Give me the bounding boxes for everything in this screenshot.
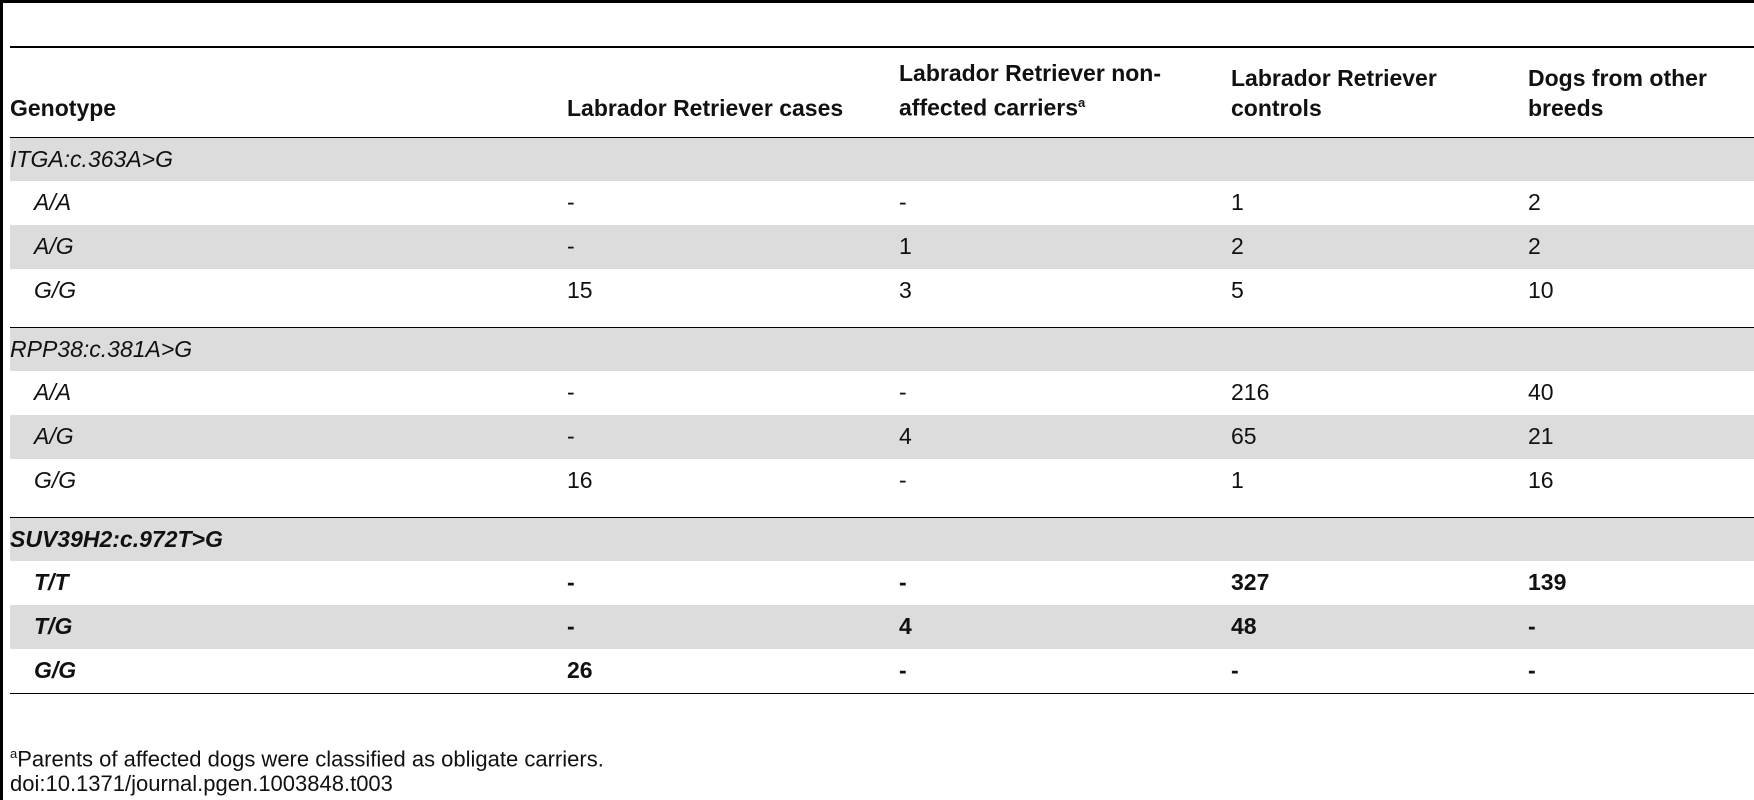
group-rpp38 <box>10 327 1754 517</box>
group-label: SUV39H2:c.972T>G <box>10 517 1754 561</box>
genotype-table-container <box>10 46 1754 694</box>
header-carriers-footnote-marker: a <box>1078 94 1086 110</box>
cell-cases: - <box>567 379 575 405</box>
cell-carriers: - <box>899 657 907 683</box>
cell-controls: 2 <box>1231 225 1528 269</box>
group-label: ITGA:c.363A>G <box>10 137 1754 181</box>
cell-cases: - <box>567 605 899 649</box>
table-row <box>10 561 1754 605</box>
group-suv39h2 <box>10 517 1754 693</box>
cell-other-breeds: 10 <box>1528 277 1554 303</box>
doi-reference: doi:10.1371/journal.pgen.1003848.t003 <box>10 771 393 796</box>
cell-carriers: 3 <box>899 277 912 303</box>
cell-controls: 216 <box>1231 379 1270 405</box>
cell-genotype: A/G <box>10 225 567 269</box>
top-border-rule <box>0 0 1754 3</box>
table-row <box>10 371 1754 415</box>
cell-cases: 16 <box>567 467 593 493</box>
cell-cases: - <box>567 569 575 595</box>
cell-other-breeds: - <box>1528 605 1754 649</box>
header-cases-text: Labrador Retriever cases <box>567 94 844 121</box>
group-header-row <box>10 327 1754 371</box>
group-label: RPP38:c.381A>G <box>10 327 1754 371</box>
cell-other-breeds: 16 <box>1528 467 1554 493</box>
cell-cases: - <box>567 415 899 459</box>
header-other-breeds-text: Dogs from other breeds <box>1528 64 1707 121</box>
header-cases <box>567 47 899 137</box>
header-carriers <box>899 47 1231 137</box>
cell-other-breeds: 40 <box>1528 379 1554 405</box>
cell-genotype: G/G <box>34 657 77 683</box>
header-controls <box>1231 47 1528 137</box>
table-row <box>10 459 1754 518</box>
table-row <box>10 415 1754 459</box>
table-footnote <box>10 740 604 773</box>
header-row <box>10 47 1754 137</box>
cell-other-breeds: 139 <box>1528 569 1567 595</box>
cell-controls: 327 <box>1231 569 1270 595</box>
cell-controls: - <box>1231 657 1239 683</box>
cell-genotype: G/G <box>34 277 77 303</box>
cell-genotype: T/G <box>10 605 567 649</box>
cell-genotype: A/A <box>34 379 72 405</box>
cell-controls: 1 <box>1231 189 1244 215</box>
cell-carriers: - <box>899 379 907 405</box>
cell-controls: 1 <box>1231 467 1244 493</box>
cell-other-breeds: - <box>1528 657 1536 683</box>
cell-genotype: A/G <box>10 415 567 459</box>
group-header-row <box>10 137 1754 181</box>
cell-carriers: - <box>899 467 907 493</box>
cell-cases: 15 <box>567 277 593 303</box>
table-row <box>10 225 1754 269</box>
header-other-breeds <box>1528 47 1754 137</box>
cell-cases: - <box>567 189 575 215</box>
genotype-table <box>10 46 1754 694</box>
header-controls-text: Labrador Retriever controls <box>1231 64 1437 121</box>
cell-other-breeds: 2 <box>1528 189 1541 215</box>
cell-cases: 26 <box>567 657 593 683</box>
cell-other-breeds: 21 <box>1528 415 1754 459</box>
footnote-marker: a <box>10 746 18 761</box>
cell-carriers: 4 <box>899 605 1231 649</box>
cell-genotype: G/G <box>34 467 77 493</box>
cell-carriers: 1 <box>899 225 1231 269</box>
cell-carriers: - <box>899 189 907 215</box>
cell-carriers: - <box>899 569 907 595</box>
left-border-rule <box>0 0 3 800</box>
header-genotype: Genotype <box>10 94 117 121</box>
group-itga <box>10 137 1754 327</box>
header-carriers-text: Labrador Retriever non-affected carriers <box>899 59 1161 121</box>
cell-cases: - <box>567 225 899 269</box>
table-header <box>10 47 1754 137</box>
footnote-text: Parents of affected dogs were classified as obligate carriers. <box>17 746 604 772</box>
cell-controls: 48 <box>1231 605 1528 649</box>
cell-carriers: 4 <box>899 415 1231 459</box>
group-header-row <box>10 517 1754 561</box>
table-row <box>10 269 1754 328</box>
cell-genotype: T/T <box>34 569 69 595</box>
table-row <box>10 605 1754 649</box>
table-row <box>10 181 1754 225</box>
cell-genotype: A/A <box>34 189 72 215</box>
cell-other-breeds: 2 <box>1528 225 1754 269</box>
table-row <box>10 649 1754 694</box>
cell-controls: 5 <box>1231 277 1244 303</box>
cell-controls: 65 <box>1231 415 1528 459</box>
